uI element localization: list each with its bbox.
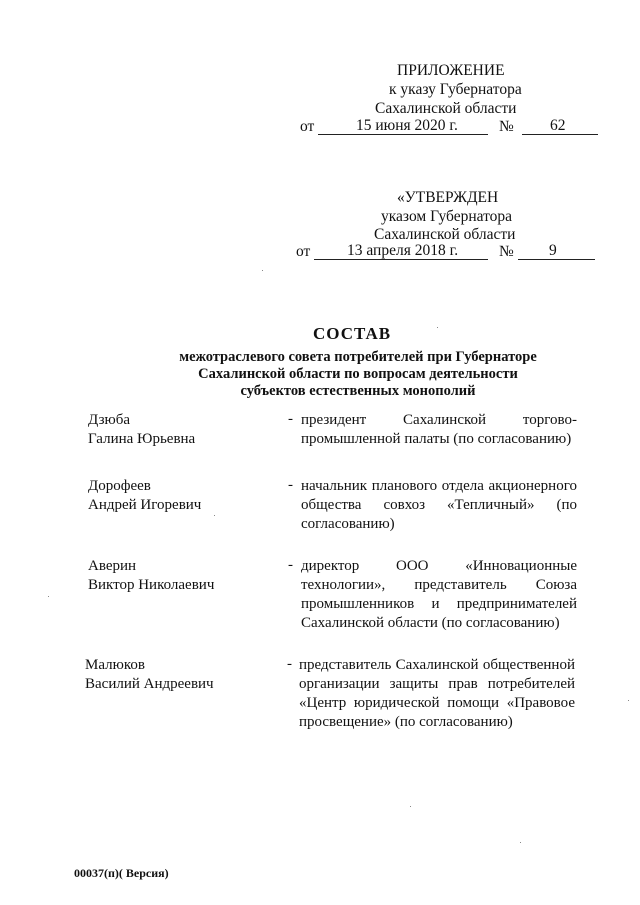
member-given-name: Виктор Николаевич xyxy=(88,577,215,593)
approved-title: «УТВЕРЖДЕН xyxy=(397,189,499,206)
document-subtitle-line-3: субъектов естественных монополий xyxy=(240,383,476,399)
document-title: СОСТАВ xyxy=(313,324,392,343)
member-description: представитель Сахалинской общественной организации защиты прав потребителей «Центр юридической помощи «Правовое просвещение» (по согласованию) xyxy=(299,657,575,730)
appendix-date: 15 июня 2020 г. xyxy=(356,117,458,134)
scan-speck xyxy=(520,842,521,843)
member-description: президент Сахалинской торгово-промышленной палаты (по согласованию) xyxy=(301,412,577,447)
scan-speck xyxy=(48,596,49,597)
appendix-number-label: № xyxy=(499,118,514,135)
document-subtitle-line-2: Сахалинской области по вопросам деятельности xyxy=(198,366,518,382)
approved-number-label: № xyxy=(499,243,514,260)
member-given-name: Галина Юрьевна xyxy=(88,431,196,447)
appendix-title: ПРИЛОЖЕНИЕ xyxy=(397,62,505,79)
document-subtitle-line-1: межотраслевого совета потребителей при Губернаторе xyxy=(179,349,537,365)
appendix-line-1: к указу Губернатора xyxy=(389,81,522,98)
appendix-from-label: от xyxy=(300,118,315,135)
member-description: начальник планового отдела акционерного общества совхоз «Тепличный» (по согласованию) xyxy=(301,478,577,532)
member-surname: Дорофеев xyxy=(88,478,151,494)
approved-line-2: Сахалинской области xyxy=(374,226,516,243)
scan-speck xyxy=(262,270,263,271)
member-description: директор ООО «Инновационные технологии», представитель Союза промышленников и предпринимателей Сахалинской области (по согласованию) xyxy=(301,558,577,631)
member-given-name: Василий Андреевич xyxy=(85,676,214,692)
member-dash: - xyxy=(287,656,292,672)
scan-speck xyxy=(437,327,438,328)
member-surname: Дзюба xyxy=(88,412,131,428)
member-dash: - xyxy=(288,477,293,493)
footer-version: 00037(п)( Версия) xyxy=(74,866,169,880)
appendix-number: 62 xyxy=(550,117,566,134)
approved-from-label: от xyxy=(296,243,311,260)
scan-speck xyxy=(410,806,411,807)
member-surname: Малюков xyxy=(85,657,145,673)
member-surname: Аверин xyxy=(88,558,137,574)
approved-date: 13 апреля 2018 г. xyxy=(347,242,459,259)
appendix-line-2: Сахалинской области xyxy=(375,100,517,117)
approved-line-1: указом Губернатора xyxy=(381,208,513,225)
member-dash: - xyxy=(288,557,293,573)
member-dash: - xyxy=(288,411,293,427)
approved-number: 9 xyxy=(549,242,557,259)
member-given-name: Андрей Игоревич xyxy=(88,497,202,513)
scan-speck xyxy=(214,515,215,516)
scan-speck xyxy=(628,700,629,701)
